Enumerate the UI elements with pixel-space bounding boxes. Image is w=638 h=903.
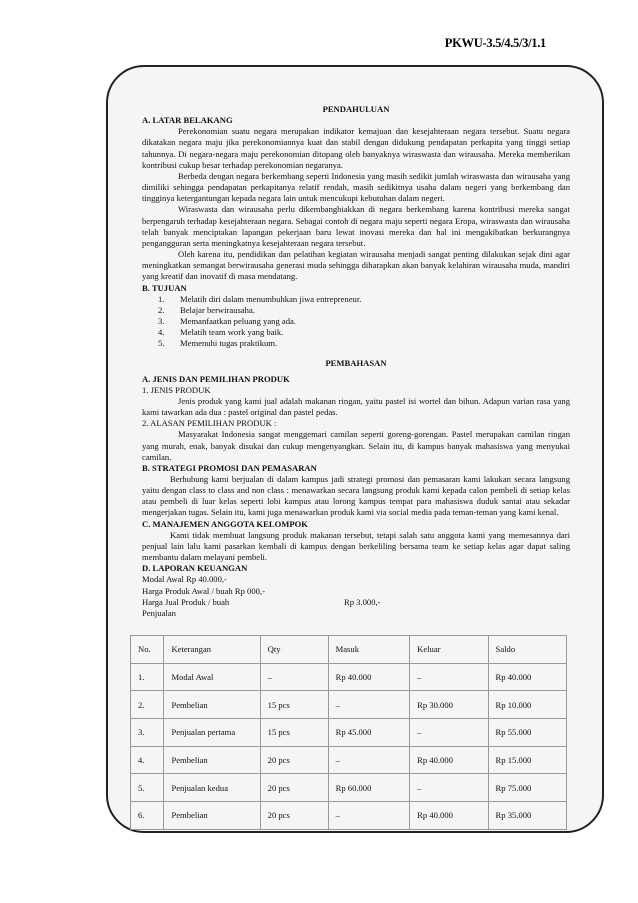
- table-cell: –: [328, 802, 410, 830]
- alasan-subheading: 2. ALASAN PEMILIHAN PRODUK :: [142, 418, 277, 429]
- table-cell: 4.: [131, 746, 164, 774]
- table-cell: 3.: [131, 719, 164, 747]
- table-header-row: [131, 636, 567, 664]
- table-cell: Pembelian: [164, 746, 260, 774]
- table-cell: Pembelian: [164, 691, 260, 719]
- manajemen-heading: C. MANAJEMEN ANGGOTA KELOMPOK: [142, 518, 308, 529]
- table-cell: Penjualan pertama: [164, 719, 260, 747]
- table-cell: Rp 40.000: [488, 663, 566, 691]
- list-number: 5.: [158, 338, 165, 349]
- list-text: Melatih team work yang baik.: [180, 327, 284, 338]
- table-row: [131, 774, 567, 802]
- table-cell: –: [410, 719, 488, 747]
- table-cell: 5.: [131, 774, 164, 802]
- latar-paragraph-2: Berbeda dengan negara berkembang seperti Indonesia yang masih sedikit jumlah wiraswasta dan wirausaha yang dimiliki sehingga pendapatan perkapitanya relatif rendah, masih sedikitnya usaha dalam negeri yang berkembang dan tingginya ketergantungan kepada negara lain untuk mencukupi kebutuhan dalam negeri.: [142, 170, 570, 204]
- table-cell: –: [260, 663, 328, 691]
- table-cell: 15 pcs: [260, 719, 328, 747]
- harga-produk-awal: Harga Produk Awal / buah Rp 000,-: [142, 585, 265, 596]
- list-item: [158, 316, 570, 327]
- table-cell: –: [410, 774, 488, 802]
- column-header: Masuk: [328, 636, 410, 664]
- table-cell: Modal Awal: [164, 663, 260, 691]
- latar-paragraph-4: Oleh karena itu, pendidikan dan pelatihan kegiatan wirausaha menjadi sangat penting dilakukan sejak dini agar meningkatkan semangat berwirausaha generasi muda sehingga diharapkan akan banyak kelahiran wirausaha muda, mandiri yang kreatif dan inovatif di masa mendatang.: [142, 249, 570, 282]
- penjualan-label: Penjualan: [142, 607, 176, 618]
- list-item: [158, 327, 570, 338]
- list-number: 2.: [158, 304, 165, 315]
- table-cell: Rp 60.000: [328, 774, 410, 802]
- column-header: Keluar: [410, 636, 488, 664]
- list-text: Memanfaatkan peluang yang ada.: [180, 315, 296, 326]
- laporan-keuangan-heading: D. LAPORAN KEUANGAN: [142, 563, 248, 574]
- table-cell: Rp 35.000: [488, 802, 566, 830]
- pembahasan-title: PEMBAHASAN: [325, 358, 387, 369]
- jenis-produk-text: Jenis produk yang kami jual adalah makanan ringan, yaitu pastel isi wortel dan bihun. Adapun varian rasa yang kami tawarkan ada dua : pastel original dan pastel pedas.: [142, 395, 570, 418]
- tujuan-list: [142, 294, 570, 350]
- table-cell: –: [328, 746, 410, 774]
- list-text: Memenuhi tugas praktikum.: [180, 338, 278, 349]
- latar-paragraph-1: Perekonomian suatu negara merupakan indikator kemajuan dan kesejahteraan negara tersebut. Suatu negara dikatakan negara maju jika perekonomiannya kuat dan stabil dengan didukung pendapatan perkapita yang tinggi setiap tahunnya. Di negara-negara maju perekonomian ditopang oleh banyaknya wiraswasta dan wirausaha. Mereka memberikan kontribusi cukup besar terhadap perekonomian negaranya.: [142, 126, 570, 170]
- table-row: [131, 691, 567, 719]
- alasan-text: Masyarakat Indonesia sangat menggemari camilan seperti goreng-gorengan. Pastel merupakan camilan ringan yang murah, enak, banyak disukai dan cukup mengenyangkan. Selain itu, di kampus banyak mahasiswa yang menyukai camilan.: [142, 429, 570, 462]
- table-cell: Rp 45.000: [328, 719, 410, 747]
- table-cell: 15 pcs: [260, 691, 328, 719]
- table-row: [131, 746, 567, 774]
- document-body: [142, 104, 570, 619]
- table-cell: 20 pcs: [260, 774, 328, 802]
- table-cell: Rp 40.000: [410, 746, 488, 774]
- table-cell: 20 pcs: [260, 746, 328, 774]
- table-row: [131, 719, 567, 747]
- latar-paragraph-3: Wiraswasta dan wirausaha perlu dikembangbiakkan di negara berkembang karena kontribusi mereka sangat berpengaruh terhadap kesejahteraan negara. Sebagai contoh di negara maju seperti negara Eropa, wiraswasta dan wirausaha telah banyak menciptakan lapangan pekerjaan baru lewat inovasi mereka dan hal ini mengakibatkan berkurangnya pengangguran serta meningkatnya kesejahteraan negara tersebut.: [142, 204, 570, 248]
- table-cell: Pembelian: [164, 802, 260, 830]
- list-text: Belajar berwirausaha.: [180, 304, 255, 315]
- table-cell: –: [328, 691, 410, 719]
- table-cell: Rp 40.000: [410, 802, 488, 830]
- harga-jual-label: Harga Jual Produk / buah: [142, 596, 230, 607]
- list-item: [158, 338, 570, 349]
- financial-table: [130, 635, 567, 830]
- document-code: PKWU-3.5/4.5/3/1.1: [444, 36, 546, 50]
- table-cell: –: [410, 663, 488, 691]
- column-header: No.: [131, 636, 164, 664]
- table-cell: Penjualan kedua: [164, 774, 260, 802]
- table-cell: 2.: [131, 691, 164, 719]
- table-cell: Rp 10.000: [488, 691, 566, 719]
- table-cell: 20 pcs: [260, 802, 328, 830]
- table-cell: Rp 30.000: [410, 691, 488, 719]
- tujuan-heading: B. TUJUAN: [142, 282, 187, 293]
- column-header: Saldo: [488, 636, 566, 664]
- table-cell: Rp 40.000: [328, 663, 410, 691]
- modal-awal: Modal Awal Rp 40.000,-: [142, 574, 227, 585]
- harga-jual-value: Rp 3.000,-: [344, 596, 381, 607]
- table-row: [131, 802, 567, 830]
- latar-belakang-heading: A. LATAR BELAKANG: [142, 115, 233, 126]
- manajemen-text: Kami tidak membuat langsung produk makanan tersebut, tetapi salah satu anggota kami yang memesannya dari penjual lain lalu kami pasarkan kembali di kampus dengan berkeliling bersama team ke setiap kelas agar dapat saling membantu dalam melayani pembeli.: [142, 529, 570, 563]
- list-text: Melatih diri dalam menumbuhkan jiwa entrepreneur.: [180, 293, 362, 304]
- harga-jual-row: [142, 597, 570, 608]
- pendahuluan-title: PENDAHULUAN: [322, 104, 390, 114]
- table-cell: Rp 15.000: [488, 746, 566, 774]
- table-cell: Rp 75.000: [488, 774, 566, 802]
- list-item: [158, 305, 570, 316]
- list-number: 1.: [158, 293, 165, 304]
- table-row: [131, 663, 567, 691]
- list-number: 4.: [158, 327, 165, 338]
- list-item: [158, 294, 570, 305]
- column-header: Qty: [260, 636, 328, 664]
- strategi-text: Berhubung kami berjualan di dalam kampus jadi strategi promosi dan pemasaran kami lakukan secara langsung yaitu dengan class to class and non class : menawarkan secara langsung produk kami kepada calon pembeli di setiap kelas atau pembeli di luar kelas seperti lobi kampus atau lorong kampus tempat para mahasiswa duduk santai atau sekadar mengerjakan tugas. Selain itu, kami juga menawarkan produk kami via social media pada teman-teman yang kami kenal.: [142, 474, 570, 518]
- table-cell: 6.: [131, 802, 164, 830]
- jenis-produk-subheading: 1. JENIS PRODUK: [142, 384, 211, 395]
- table-cell: Rp 55.000: [488, 719, 566, 747]
- jenis-heading: A. JENIS DAN PEMILIHAN PRODUK: [142, 373, 290, 384]
- list-number: 3.: [158, 315, 165, 326]
- table-cell: 1.: [131, 663, 164, 691]
- column-header: Keterangan: [164, 636, 260, 664]
- strategi-heading: B. STRATEGI PROMOSI DAN PEMASARAN: [142, 462, 317, 473]
